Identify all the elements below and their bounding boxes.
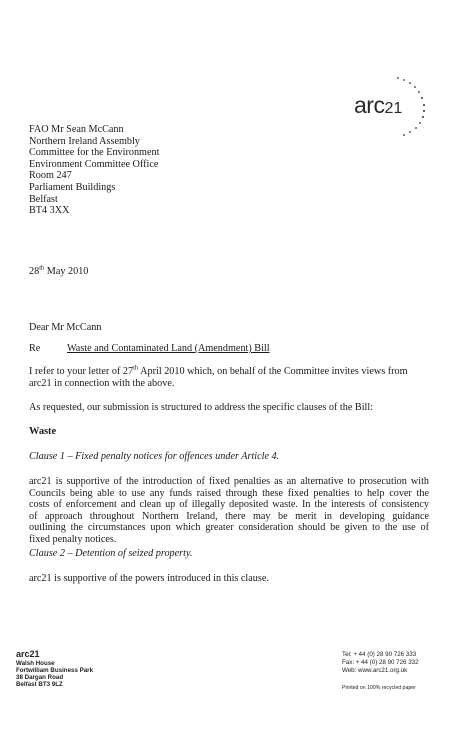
clause-1-paragraph: [29, 476, 429, 546]
footer-address-line: Walsh House: [16, 660, 55, 667]
footer-address-line: 38 Dargan Road: [16, 674, 64, 682]
footer-printed-note: Printed on 100% recycled paper: [342, 684, 416, 691]
address-line: Committee for the Environment: [29, 147, 160, 159]
logo-wordmark: arc21: [354, 92, 403, 118]
footer-tel: Tel: + 44 (0) 28 90 726 333: [342, 651, 417, 658]
re-label: Re: [29, 343, 41, 354]
address-line: BT4 3XX: [29, 205, 70, 217]
address-line: Parliament Buildings: [29, 181, 116, 193]
arc21-logo: [346, 78, 446, 138]
clause-1-line: costs of enforcement and clean up of illegally deposited waste. In the interests of consistency: [29, 499, 429, 511]
footer-fax: Fax: + 44 (0) 28 90 726 332: [342, 659, 419, 667]
clause-2-paragraph: arc21 is supportive of the powers introduced in this clause.: [29, 573, 269, 584]
letter-date: 28th May 2010: [29, 264, 89, 277]
address-line: Northern Ireland Assembly: [29, 135, 140, 147]
footer-contact: [342, 651, 419, 692]
clause-1-line: fixed penalty notices.: [29, 533, 117, 545]
footer-address: [16, 649, 93, 688]
footer-web: Web: www.arc21.org.uk: [342, 667, 408, 675]
address-line: Belfast: [29, 193, 58, 205]
structure-note: As requested, our submission is structured to address the specific clauses of the Bill:: [29, 402, 374, 413]
footer-org: arc21: [16, 649, 40, 659]
intro-line-2: arc21 in connection with the above.: [29, 377, 175, 389]
clause-2-title: Clause 2 – Detention of seized property.: [29, 548, 193, 559]
clause-1-line: Councils being able to use any funds raised through these fixed penalties to help cover the: [29, 487, 429, 499]
footer-address-line: Belfast BT3 9LZ: [16, 681, 63, 689]
re-line: [29, 343, 270, 354]
clause-1-line: arc21 is supportive of the introduction of fixed penalties as an alternative to prosecution with: [29, 476, 429, 487]
recipient-address: [29, 124, 159, 217]
re-subject: Waste and Contaminated Land (Amendment) Bill: [67, 343, 270, 354]
footer-address-line: Fortwilliam Business Park: [16, 667, 94, 675]
address-line: FAO Mr Sean McCann: [29, 124, 124, 135]
intro-line-1: I refer to your letter of 27th April 2010 which, on behalf of the Committee invites views from: [29, 364, 408, 377]
section-heading: Waste: [29, 426, 57, 437]
clause-1-title: Clause 1 – Fixed penalty notices for offences under Article 4.: [29, 451, 280, 462]
address-line: Environment Committee Office: [29, 158, 159, 170]
clause-1-line: of approach throughout Northern Ireland, there may be merit in developing guidance: [29, 510, 429, 522]
intro-paragraph: [29, 366, 429, 389]
clause-1-line: outlining the circumstances upon which greater consideration should be given to the use of: [29, 522, 429, 534]
address-line: Room 247: [29, 170, 72, 182]
salutation: Dear Mr McCann: [29, 322, 102, 333]
